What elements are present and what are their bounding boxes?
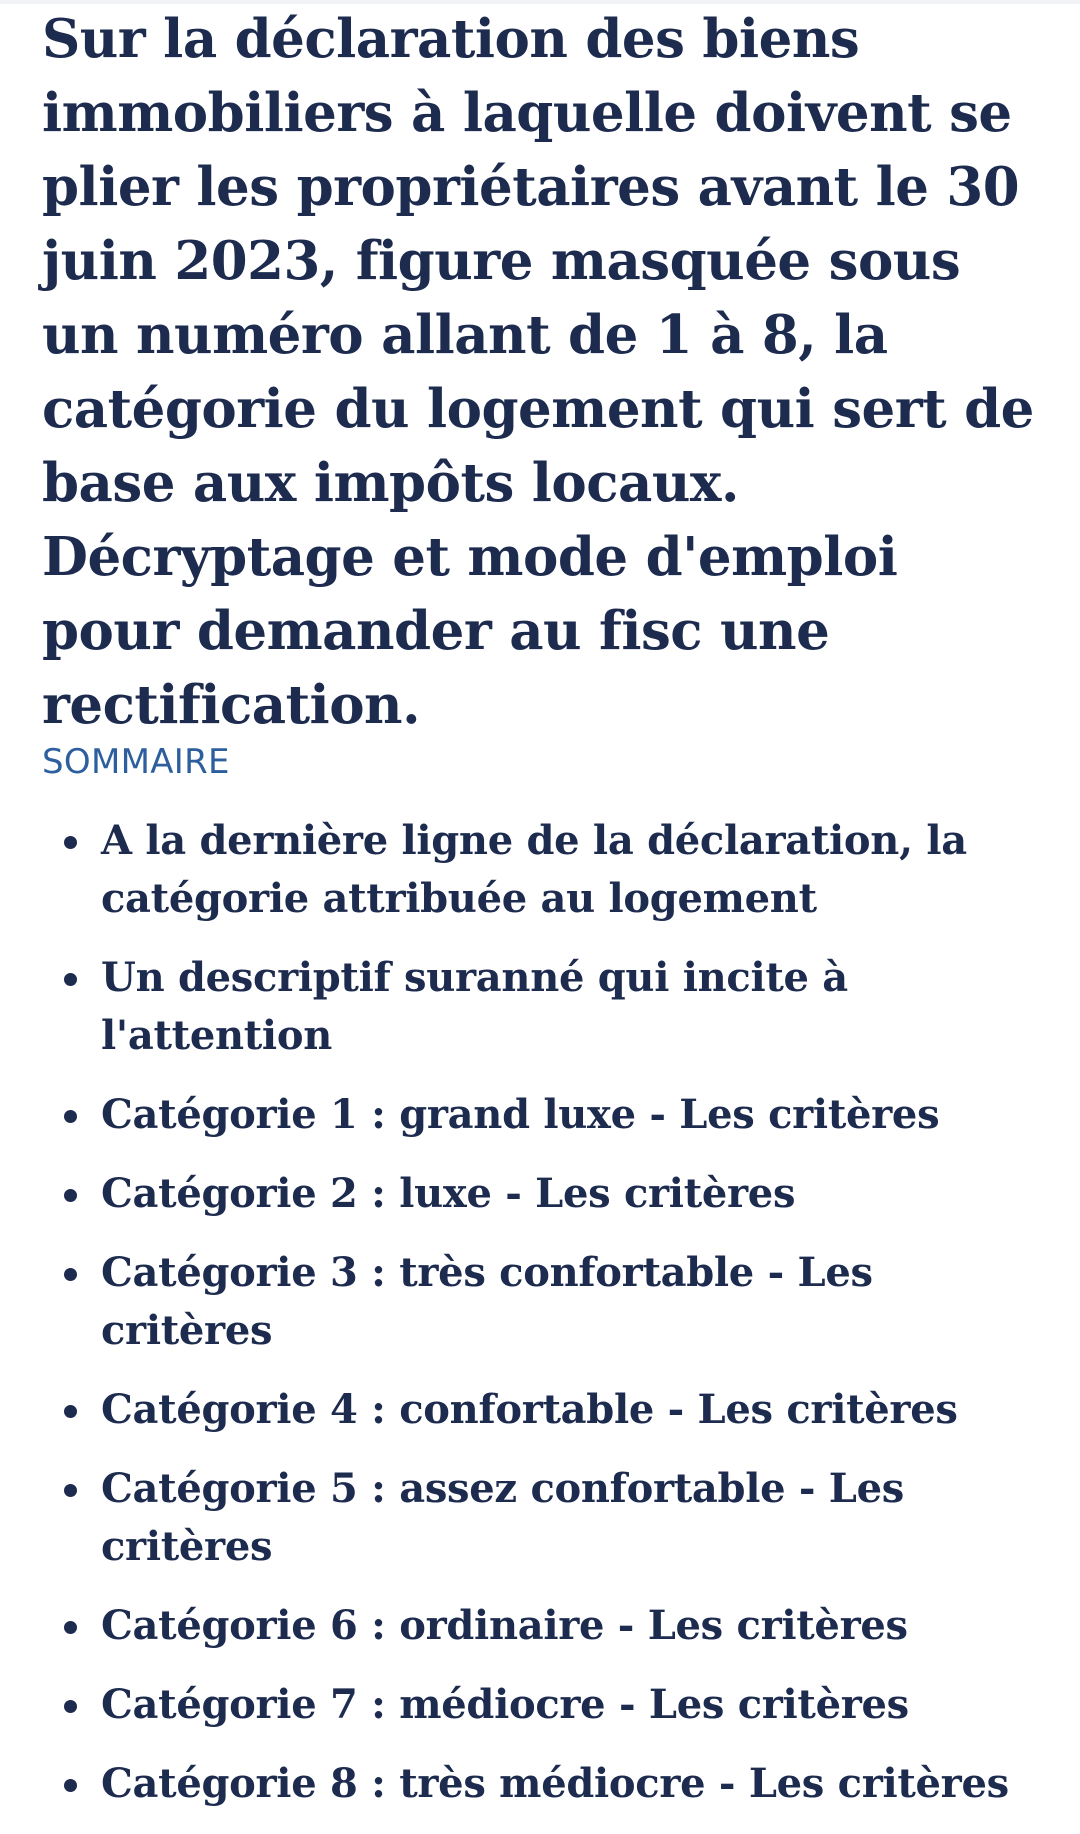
summary-link-categorie-6[interactable]: Catégorie 6 : ordinaire - Les critères [101, 1602, 908, 1649]
bullet-dot-icon [64, 973, 77, 986]
summary-link-categorie-7[interactable]: Catégorie 7 : médiocre - Les critères [101, 1681, 909, 1728]
summary-link-categorie-5[interactable]: Catégorie 5 : assez confortable - Les critères [101, 1465, 905, 1570]
summary-link-declaration[interactable]: A la dernière ligne de la déclaration, la catégorie attribuée au logement [101, 817, 967, 922]
bullet-dot-icon [64, 1268, 77, 1281]
bullet-dot-icon [64, 1484, 77, 1497]
bullet-dot-icon [64, 1405, 77, 1418]
summary-item [42, 1244, 1052, 1360]
summary-item [42, 949, 1052, 1065]
bullet-dot-icon [64, 836, 77, 849]
summary-item [42, 1460, 1052, 1576]
summary-link-descriptif[interactable]: Un descriptif suranné qui incite à l'attention [101, 954, 848, 1059]
bullet-dot-icon [64, 1110, 77, 1123]
bullet-dot-icon [64, 1700, 77, 1713]
summary-item [42, 1381, 1052, 1439]
article-lead: Sur la déclaration des biens immobiliers à laquelle doivent se plier les propriétaires avant le 30 juin 2023, figure masquée sous un numéro allant de 1 à 8, la catégorie du logement qui sert de base aux impôts locaux. Décryptage et mode d'emploi pour demander au fisc une rectification. [42, 8, 1034, 736]
summary-title: SOMMAIRE [42, 742, 230, 782]
bullet-dot-icon [64, 1779, 77, 1792]
summary-item [42, 1676, 1052, 1734]
article-content [42, 0, 1052, 1807]
summary-item [42, 1597, 1052, 1655]
summary-item [42, 1755, 1052, 1813]
summary-link-categorie-8[interactable]: Catégorie 8 : très médiocre - Les critères [101, 1760, 1009, 1807]
summary-link-categorie-3[interactable]: Catégorie 3 : très confortable - Les critères [101, 1249, 873, 1354]
summary-link-categorie-2[interactable]: Catégorie 2 : luxe - Les critères [101, 1170, 796, 1217]
bullet-dot-icon [64, 1189, 77, 1202]
summary-link-categorie-1[interactable]: Catégorie 1 : grand luxe - Les critères [101, 1091, 940, 1138]
summary-item [42, 1086, 1052, 1144]
summary-link-categorie-4[interactable]: Catégorie 4 : confortable - Les critères [101, 1386, 958, 1433]
summary-item [42, 812, 1052, 928]
summary-item [42, 1165, 1052, 1223]
bullet-dot-icon [64, 1621, 77, 1634]
summary-list [42, 812, 1052, 1834]
